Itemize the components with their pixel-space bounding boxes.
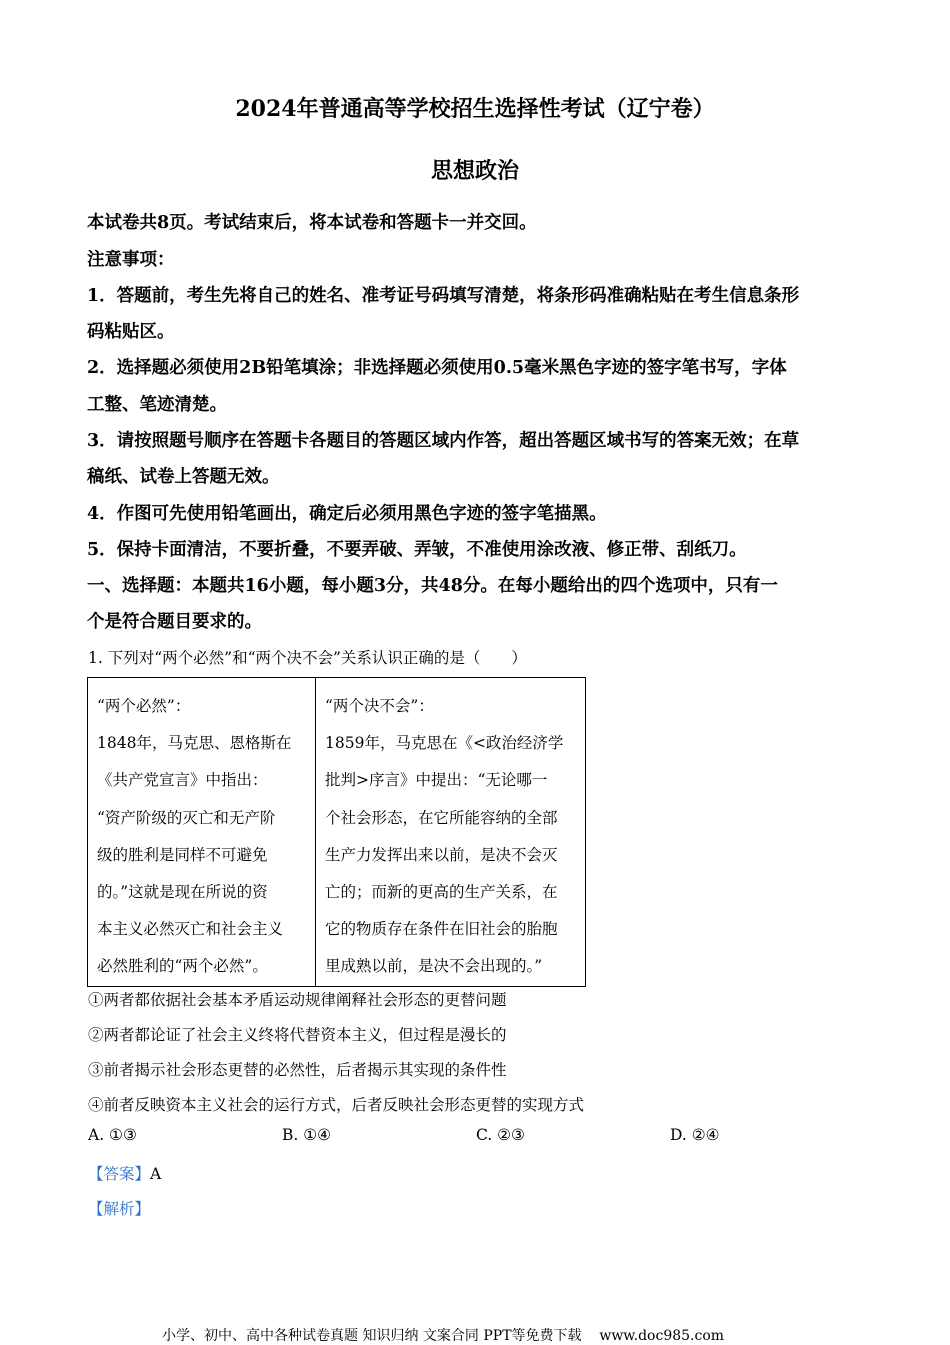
notes-heading: 注意事项： bbox=[87, 250, 175, 270]
quote-right-line: 个社会形态，在它所能容纳的全部 bbox=[325, 808, 558, 827]
statement-4: ④前者反映资本主义社会的运行方式，后者反映社会形态更替的实现方式 bbox=[88, 1096, 585, 1114]
quote-table-left-cell bbox=[88, 678, 316, 987]
quote-right-line: 生产力发挥出来以前，是决不会灭 bbox=[325, 845, 558, 864]
note-2-line-2: 工整、笔迹清楚。 bbox=[87, 395, 227, 415]
quote-left-line: 本主义必然灭亡和社会主义 bbox=[97, 920, 284, 939]
note-2-line-1: 2．选择题必须使用2B铅笔填涂；非选择题必须使用0.5毫米黑色字迹的签字笔书写，字体 bbox=[87, 358, 787, 378]
quote-left-line: 级的胜利是同样不可避免 bbox=[97, 845, 268, 864]
note-1-line-2: 码粘贴区。 bbox=[87, 322, 175, 342]
quote-table-right-cell bbox=[316, 678, 586, 987]
quote-left-line: 1848年，马克思、恩格斯在 bbox=[97, 734, 292, 753]
statement-3: ③前者揭示社会形态更替的必然性，后者揭示其实现的条件性 bbox=[88, 1061, 507, 1079]
statement-1: ①两者都依据社会基本矛盾运动规律阐释社会形态的更替问题 bbox=[88, 991, 507, 1009]
exam-title: 2024年普通高等学校招生选择性考试（辽宁卷） bbox=[235, 96, 715, 122]
footer-text: 小学、初中、高中各种试卷真题 知识归纳 文案合同 PPT等免费下载 bbox=[162, 1328, 582, 1344]
quote-right-line: 1859年，马克思在《<政治经济学 bbox=[325, 734, 564, 753]
statement-2: ②两者都论证了社会主义终将代替资本主义，但过程是漫长的 bbox=[88, 1026, 507, 1044]
quote-left-line: “两个必然”： bbox=[97, 697, 191, 715]
note-3-line-2: 稿纸、试卷上答题无效。 bbox=[87, 467, 280, 487]
analysis-label: 【解析】 bbox=[88, 1200, 151, 1218]
note-4: 4．作图可先使用铅笔画出，确定后必须用黑色字迹的签字笔描黑。 bbox=[87, 504, 607, 524]
quote-left-line: 《共产党宣言》中指出： bbox=[97, 771, 268, 790]
quote-left-line: 必然胜利的“两个必然”。 bbox=[97, 957, 268, 976]
exam-intro: 本试卷共8页。考试结束后，将本试卷和答题卡一并交回。 bbox=[87, 213, 537, 233]
note-1-line-1: 1．答题前，考生先将自己的姓名、准考证号码填写清楚，将条形码准确粘贴在考生信息条形 bbox=[87, 286, 800, 306]
quote-right-line: “两个决不会”： bbox=[325, 697, 434, 715]
exam-subject: 思想政治 bbox=[430, 158, 519, 184]
quote-left-line: “资产阶级的灭亡和无产阶 bbox=[97, 808, 276, 827]
option-d: D. ②④ bbox=[670, 1126, 720, 1144]
option-a: A. ①③ bbox=[88, 1126, 137, 1144]
answer-value: A bbox=[150, 1165, 162, 1183]
answer-label: 【答案】 bbox=[88, 1165, 151, 1183]
footer-line bbox=[162, 1325, 724, 1345]
quote-table bbox=[87, 677, 586, 987]
note-3-line-1: 3．请按照题号顺序在答题卡各题目的答题区域内作答，超出答题区域书写的答案无效；在草 bbox=[87, 431, 800, 451]
section-heading-line-2: 个是符合题目要求的。 bbox=[87, 612, 262, 632]
section-heading-line-1: 一、选择题：本题共16小题，每小题3分，共48分。在每小题给出的四个选项中，只有一 bbox=[87, 576, 778, 596]
quote-left-line: 的。”这就是现在所说的资 bbox=[97, 883, 268, 902]
option-c: C. ②③ bbox=[476, 1126, 525, 1144]
quote-right-line: 它的物质存在条件在旧社会的胎胞 bbox=[325, 920, 558, 939]
quote-right-line: 批判>序言》中提出：“无论哪一 bbox=[325, 771, 548, 790]
option-b: B. ①④ bbox=[282, 1126, 332, 1144]
question-stem: 1. 下列对“两个必然”和“两个决不会”关系认识正确的是（ ） bbox=[88, 649, 527, 667]
quote-right-line: 亡的；而新的更高的生产关系，在 bbox=[325, 883, 558, 902]
footer-url[interactable]: www.doc985.com bbox=[599, 1328, 725, 1344]
answer-line bbox=[88, 1162, 161, 1184]
note-5: 5．保持卡面清洁，不要折叠，不要弄破、弄皱，不准使用涂改液、修正带、刮纸刀。 bbox=[87, 540, 747, 560]
quote-right-line: 里成熟以前，是决不会出现的。” bbox=[325, 957, 543, 976]
